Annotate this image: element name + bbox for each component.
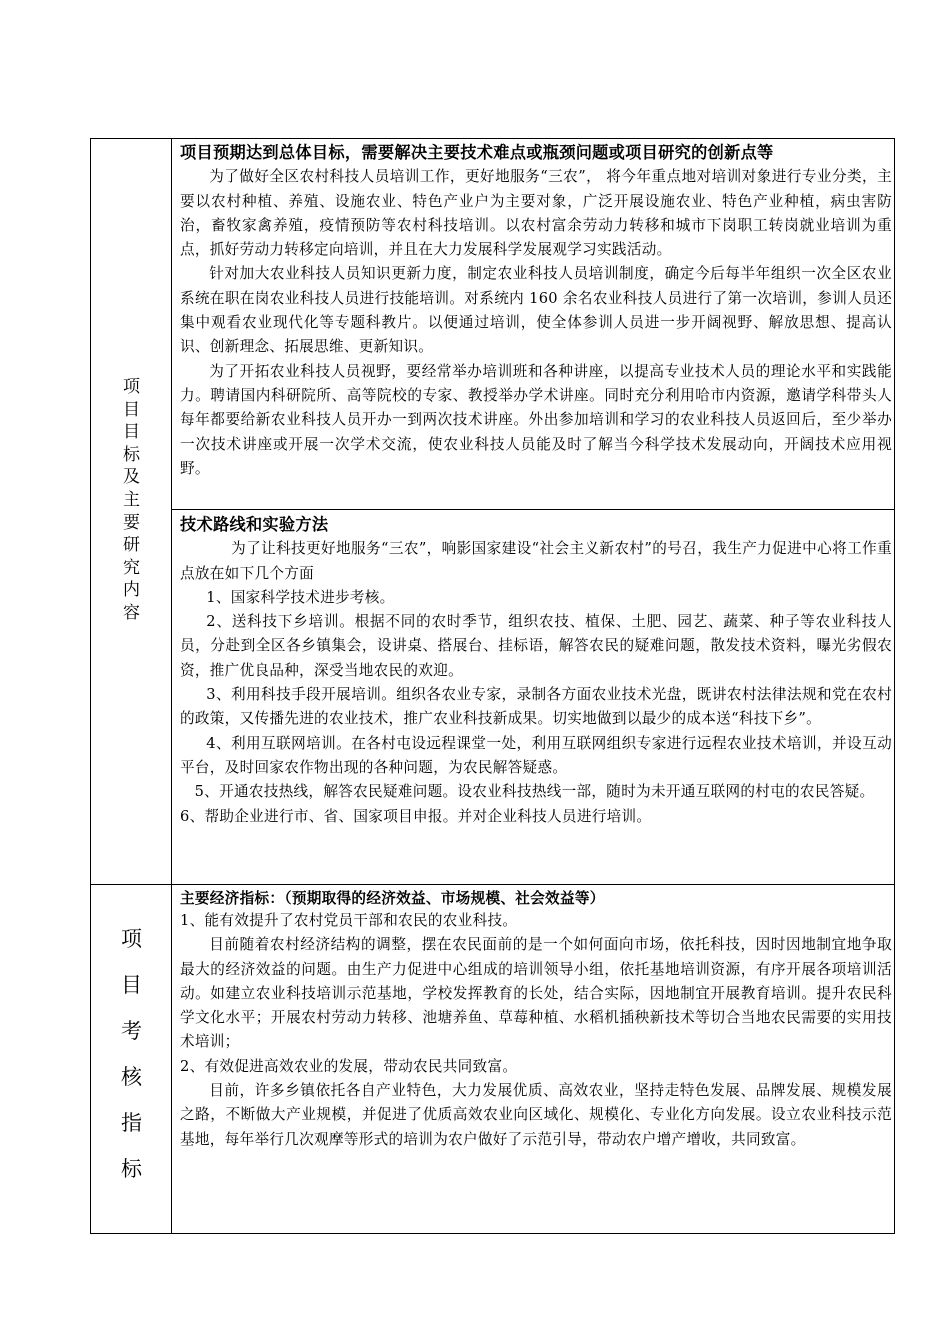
list-item: 1、国家科学技术进步考核。 [206,588,395,606]
label-char: 究 [123,557,140,578]
label-char: 核 [121,1065,142,1089]
indicators-heading: 主要经济指标：（预期取得的经济效益、市场规模、社会效益等） [180,890,605,907]
paragraph: 为了让科技更好地服务“三农”，响影国家建设“社会主义新农村”的号召，我生产力促进中心将工作重点放在如下几个方面 [180,540,892,582]
list-item: 4、利用互联网培训。在各村屯设远程课堂一处，利用互联网组织专家进行远程农业技术培训，并设互动平台，及时回家农作物出现的各种问题，为农民解答疑惑。 [180,734,892,776]
label-char: 及 [123,467,140,488]
label-char: 容 [123,602,140,623]
label-char: 标 [123,444,140,465]
list-item: 2、送科技下乡培训。根据不同的农时季节，组织农技、植保、土肥、园艺、蔬菜、种子等农业科技人员，分赴到全区各乡镇集会，设讲桌、搭展台、挂标语，解答农民的疑难问题，散发技术资料，曝光劣假农资，推广优良品种，深受当地农民的欢迎。 [180,613,892,679]
label-char: 标 [121,1157,142,1181]
paragraph: 针对加大农业科技人员知识更新力度，制定农业科技人员培训制度，确定今后每半年组织一次全区农业系统在职在岗农业科技人员进行技能培训。对系统内 160 余名农业科技人员进行了第一次培训，参训人员还集中观看农业现代化等专题科教片。以便通过培训，使全体参训人员进一步开阔视野、解放思想、提高认识、创新理念、拓展思维、更新知识。 [180,265,892,356]
paragraph: 2、有效促进高效农业的发展，带动农民共同致富。 [180,1057,518,1075]
paragraph: 为了做好全区农村科技人员培训工作，更好地服务“三农”， 将今年重点地对培训对象进行专业分类，主要以农村种植、养殖、设施农业、特色产业户为主要对象，广泛开展设施农业、特色产业种植，病虫害防治，畜牧家禽养殖，疫情预防等农村科技培训。以农村富余劳动力转移和城市下岗职工转岗就业培训为重点，抓好劳动力转移定向培训，并且在大力发展科学发展观学习实践活动。 [180,168,892,259]
label-char: 项 [121,927,142,951]
list-item: 3、利用科技手段开展培训。组织各农业专家，录制各方面农业技术光盘，既讲农村法律法规和党在农村的政策，又传播先进的农业技术，推广农业科技新成果。切实地做到以最少的成本送“科技下乡”。 [180,686,892,728]
label-char: 指 [121,1111,142,1135]
row1-label [91,376,172,625]
row2-label [91,916,172,1192]
label-char: 目 [123,399,140,420]
label-char: 主 [123,489,140,510]
objectives-heading: 项目预期达到总体目标，需要解决主要技术难点或瓶颈问题或项目研究的创新点等 [180,143,774,162]
label-char: 目 [123,422,140,443]
label-char: 要 [123,512,140,533]
project-table [90,138,895,1234]
indicators-cell [180,888,892,1152]
objectives-cell [180,141,892,481]
label-char: 目 [121,973,142,997]
methods-cell [180,513,892,829]
paragraph: 为了开拓农业科技人员视野，要经常举办培训班和各种讲座，以提高专业技术人员的理论水平和实践能力。聘请国内科研院所、高等院校的专家、教授举办学术讲座。同时充分利用哈市内资源，邀请学科带头人每年都要给新农业科技人员开办一到两次技术讲座。外出参加培训和学习的农业科技人员返回后，至少举办一次技术讲座或开展一次学术交流，使农业科技人员能及时了解当今科学技术发展动向，开阔技术应用视野。 [180,362,892,477]
methods-heading: 技术路线和实验方法 [180,515,329,534]
row-divider [91,884,895,885]
paragraph: 目前，许多乡镇依托各自产业特色，大力发展优质、高效农业，坚持走特色发展、品牌发展、规模发展之路，不断做大产业规模，并促进了优质高效农业向区域化、规模化、专业化方向发展。设立农业科技示范基地，每年举行几次观摩等形式的培训为农户做好了示范引导，带动农户增产增收，共同致富。 [180,1082,892,1148]
label-char: 考 [121,1019,142,1043]
paragraph: 1、能有效提升了农村党员干部和农民的农业科技。 [180,912,518,929]
list-item: 6、帮助企业进行市、省、国家项目申报。并对企业科技人员进行培训。 [180,807,652,825]
label-char: 研 [123,535,140,556]
label-char: 内 [123,580,140,601]
section-divider [172,509,895,510]
paragraph: 目前随着农村经济结构的调整，摆在农民面前的是一个如何面向市场，依托科技，因时因地制宜地争取最大的经济效益的问题。由生产力促进中心组成的培训领导小组，依托基地培训资源，有序开展各项培训活动。如建立农业科技培训示范基地，学校发挥教育的长处，结合实际，因地制宜开展教育培训。提升农民科学文化水平；开展农村劳动力转移、池塘养鱼、草莓种植、水稻机插秧新技术等切合当地农民需要的实用技术培训； [180,936,892,1051]
list-item: 5、开通农技热线，解答农民疑难问题。设农业科技热线一部，随时为未开通互联网的村屯的农民答疑。 [194,783,875,801]
label-char: 项 [123,377,140,397]
